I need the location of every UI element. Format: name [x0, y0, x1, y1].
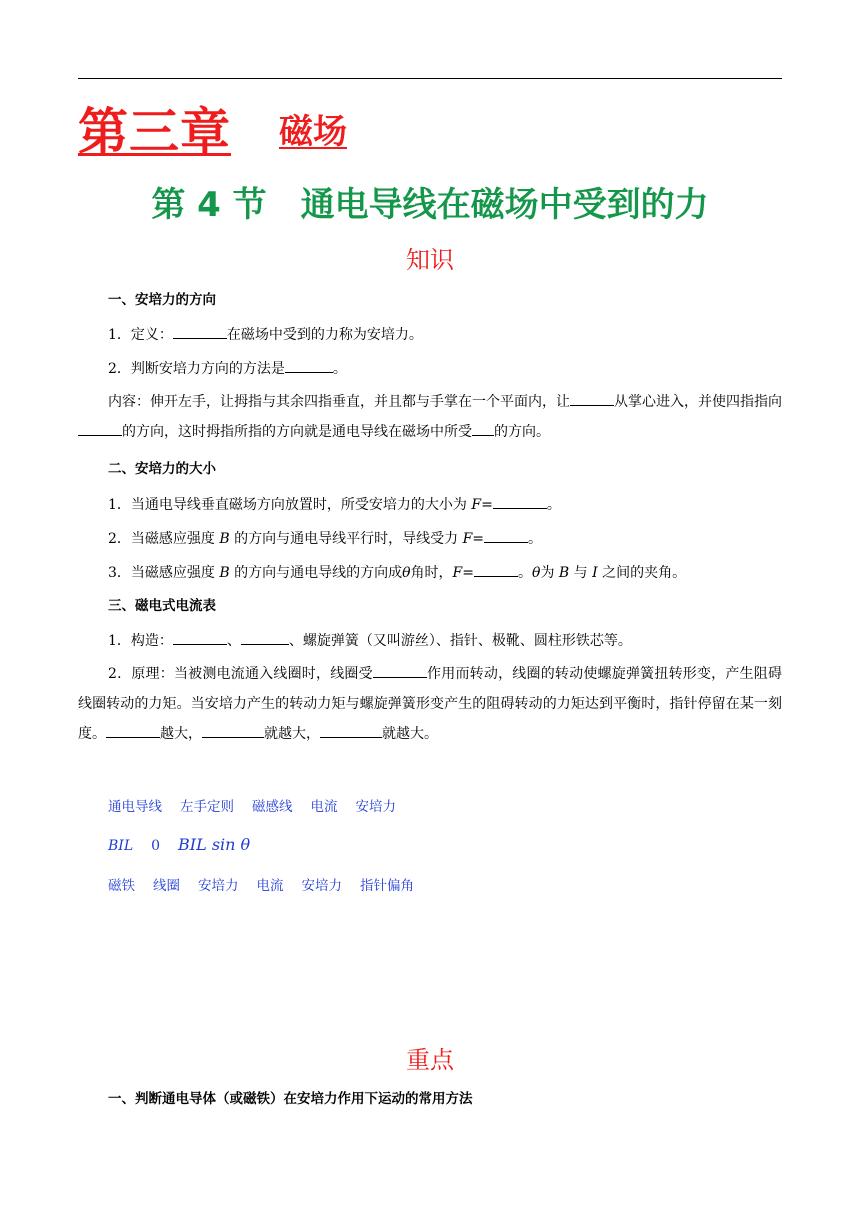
- key-points-part1-title: 一、判断通电导体（或磁铁）在安培力作用下运动的常用方法: [108, 1091, 473, 1107]
- answer: 磁感线: [252, 799, 293, 815]
- blank-3: [570, 391, 614, 406]
- answer: 0: [151, 838, 161, 854]
- blank-4: [78, 421, 122, 436]
- part3-item2: [78, 659, 782, 749]
- part1-content-d: 的方向。: [494, 424, 550, 440]
- text: 越大，: [160, 726, 202, 742]
- part2-item1-prefix: 1．当通电导线垂直磁场方向放置时，所受安培力的大小为: [108, 497, 472, 513]
- part1-item1: [108, 324, 423, 345]
- part2-title: 二、安培力的大小: [108, 461, 216, 477]
- answers-line-3: [108, 876, 414, 896]
- blank-12: [106, 723, 160, 738]
- text: 。: [518, 565, 532, 581]
- key-points-heading: 重点: [406, 1046, 454, 1074]
- period: 。: [528, 531, 543, 547]
- chapter-subtitle: 磁场: [279, 112, 347, 152]
- part1-item2-prefix: 2．判断安培力方向的方法是: [108, 361, 285, 377]
- part3-title: 三、磁电式电流表: [108, 598, 216, 614]
- part1-item1-suffix: 在磁场中受到的力称为安培力。: [226, 327, 423, 343]
- answer: BIL: [108, 838, 134, 854]
- answers-line-1: [108, 797, 396, 817]
- part1-title: 一、安培力的方向: [108, 292, 216, 308]
- blank-6: [493, 494, 547, 509]
- equals-sign: =: [481, 497, 493, 513]
- part3-item1: [108, 630, 632, 651]
- blank-9: [173, 630, 227, 645]
- answers-line-2: [108, 835, 250, 856]
- var-f: F: [462, 531, 473, 547]
- answer: 左手定则: [180, 799, 234, 815]
- header-rule: [78, 78, 782, 79]
- answer: 磁铁: [108, 878, 135, 894]
- section-title: 第 4 节 通电导线在磁场中受到的力: [151, 185, 709, 225]
- blank-7: [484, 528, 528, 543]
- text: 2．原理：当被测电流通入线圈时，线圈受: [108, 666, 373, 682]
- text: 2．当磁感应强度: [108, 531, 220, 547]
- equals-sign: =: [472, 531, 485, 547]
- part1-content: [78, 387, 782, 447]
- text: 的方向与通电导线的方向成: [229, 565, 403, 581]
- part1-item2-suffix: 。: [332, 361, 347, 377]
- part1-content-b: 从掌心进入，并使四指指向: [614, 394, 782, 410]
- answer: 安培力: [198, 878, 239, 894]
- var-f: F: [471, 497, 482, 513]
- blank-14: [320, 723, 382, 738]
- part2-item3: [108, 562, 686, 583]
- var-theta: θ: [532, 565, 541, 581]
- var-b: B: [219, 531, 230, 547]
- answer: 线圈: [153, 878, 180, 894]
- equals-sign: =: [462, 565, 474, 581]
- blank-11: [373, 663, 427, 678]
- blank-1: [173, 324, 227, 339]
- text: 就越大。: [382, 726, 438, 742]
- text: 为: [540, 565, 559, 581]
- text: 角时，: [410, 565, 453, 581]
- part2-item1: [108, 494, 561, 515]
- answer: 通电导线: [108, 799, 162, 815]
- var-i: I: [592, 565, 598, 581]
- var-theta: θ: [402, 565, 411, 581]
- part1-content-a: 内容：伸开左手，让拇指与其余四指垂直，并且都与手掌在一个平面内，让: [108, 394, 570, 410]
- text: 、: [226, 633, 241, 649]
- period: 。: [546, 497, 561, 513]
- part1-item2: [108, 358, 347, 379]
- part2-item2: [108, 528, 542, 549]
- text: 、螺旋弹簧（又叫游丝）、指针、极靴、圆柱形铁芯等。: [288, 633, 632, 649]
- text: 的方向与通电导线平行时，导线受力: [229, 531, 463, 547]
- answer: 安培力: [301, 878, 342, 894]
- text: 就越大，: [264, 726, 320, 742]
- answer: 电流: [256, 878, 284, 894]
- part1-content-c: 的方向，这时拇指所指的方向就是通电导线在磁场中所受: [122, 424, 472, 440]
- var-b: B: [219, 565, 230, 581]
- blank-2: [285, 358, 333, 373]
- chapter-heading: [78, 104, 347, 168]
- text: 之间的夹角。: [597, 565, 687, 581]
- text: 1．构造：: [108, 633, 173, 649]
- text: 3．当磁感应强度: [108, 565, 220, 581]
- text: 作用而转动，线圈的转动使螺旋弹簧扭转形变，产生阻碍线圈转动的力矩。当安培力产生的转动力矩与螺旋弹簧形变产生的阻碍转动的力矩达到平衡时，指针停留在某一刻度。: [78, 666, 783, 742]
- chapter-title: 第三章: [78, 103, 231, 161]
- blank-5: [472, 421, 494, 436]
- blank-10: [241, 630, 289, 645]
- answer: 电流: [310, 799, 338, 815]
- blank-13: [202, 723, 264, 738]
- var-f: F: [452, 565, 463, 581]
- part1-item1-prefix: 1．定义：: [108, 327, 173, 343]
- blank-8: [474, 562, 518, 577]
- text: 与: [569, 565, 593, 581]
- answer: 指针偏角: [360, 878, 414, 894]
- answer: 安培力: [355, 799, 396, 815]
- var-b: B: [558, 565, 570, 581]
- answer: BIL sin θ: [178, 835, 251, 854]
- knowledge-heading: 知识: [406, 246, 454, 274]
